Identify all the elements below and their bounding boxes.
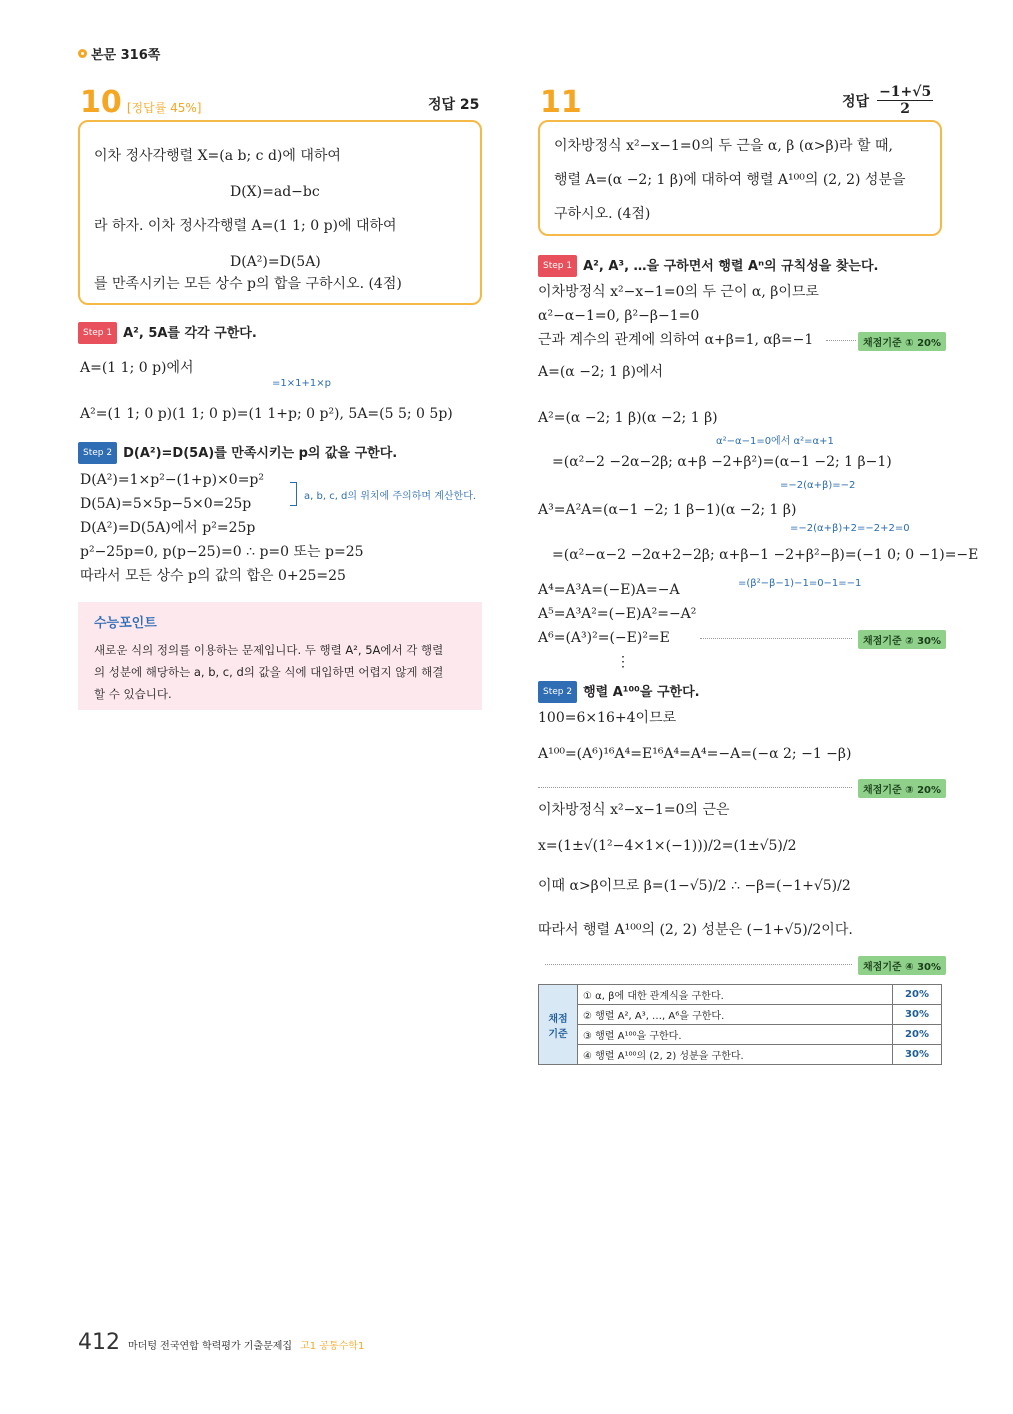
tip-line: 할 수 있습니다. bbox=[94, 687, 172, 701]
grade-badge: 채점기준 ③ 20% bbox=[858, 779, 946, 798]
solution-line: 근과 계수의 관계에 의하여 α+β=1, αβ=−1 bbox=[538, 332, 814, 348]
step-title: D(A²)=D(5A)를 만족시키는 p의 값을 구한다. bbox=[123, 446, 398, 461]
step-badge: Step 1 bbox=[538, 255, 577, 277]
criteria-percent: 20% bbox=[893, 1025, 942, 1045]
problem-line: 라 하자. 이차 정사각행렬 A=(1 1; 0 p)에 대하여 bbox=[94, 218, 397, 234]
question-number: 11 bbox=[540, 85, 582, 120]
page-reference bbox=[78, 44, 160, 63]
denominator: 2 bbox=[900, 101, 911, 117]
q11-answer bbox=[842, 84, 933, 117]
q10-heading bbox=[80, 85, 201, 120]
tip-line: 새로운 식의 정의를 이용하는 문제입니다. 두 행렬 A², 5A에서 각 행렬 bbox=[94, 643, 444, 657]
q11-step2-heading bbox=[538, 681, 700, 703]
leader-line bbox=[700, 638, 852, 639]
solution-line: A¹⁰⁰=(A⁶)¹⁶A⁴=E¹⁶A⁴=A⁴=−A=(−α 2; −1 −β) bbox=[538, 746, 852, 762]
criteria-text: ③ 행렬 A¹⁰⁰을 구한다. bbox=[578, 1025, 893, 1045]
annotation: a, b, c, d의 위치에 주의하며 계산한다. bbox=[304, 491, 477, 502]
grade-badge: 채점기준 ④ 30% bbox=[858, 956, 946, 975]
page-number: 412 bbox=[78, 1330, 120, 1355]
solution-line: 100=6×16+4이므로 bbox=[538, 710, 677, 726]
solution-line: A=(α −2; 1 β)에서 bbox=[538, 364, 663, 380]
solution-line: 이때 α>β이므로 β=(1−√5)/2 ∴ −β=(−1+√5)/2 bbox=[538, 878, 851, 894]
step-title: 행렬 A¹⁰⁰을 구한다. bbox=[583, 685, 700, 700]
solution-line: A²=(α −2; 1 β)(α −2; 1 β) bbox=[538, 410, 718, 426]
annotation: =1×1+1×p bbox=[272, 378, 331, 389]
q10-step2-heading bbox=[78, 442, 397, 464]
problem-line: D(A²)=D(5A) bbox=[230, 254, 321, 270]
problem-line: 를 만족시키는 모든 상수 p의 합을 구하시오. (4점) bbox=[94, 276, 402, 292]
criteria-percent: 30% bbox=[893, 1005, 942, 1025]
bracket bbox=[290, 482, 297, 506]
criteria-text: ① α, β에 대한 관계식을 구한다. bbox=[578, 985, 893, 1005]
solution-line: D(A²)=D(5A)에서 p²=25p bbox=[80, 520, 256, 536]
solution-line: A=(1 1; 0 p)에서 bbox=[80, 360, 194, 376]
table-row bbox=[539, 1005, 942, 1025]
solution-line: A³=A²A=(α−1 −2; 1 β−1)(α −2; 1 β) bbox=[538, 502, 797, 518]
solution-line: 이차방정식 x²−x−1=0의 근은 bbox=[538, 802, 730, 818]
problem-line: 이차방정식 x²−x−1=0의 두 근을 α, β (α>β)라 할 때, bbox=[554, 138, 893, 154]
correct-rate: [정답률 45%] bbox=[126, 101, 202, 115]
step-badge: Step 2 bbox=[78, 442, 117, 464]
grading-criteria-table bbox=[538, 984, 942, 1065]
solution-line: p²−25p=0, p(p−25)=0 ∴ p=0 또는 p=25 bbox=[80, 544, 364, 560]
tip-box bbox=[78, 602, 482, 710]
criteria-text: ④ 행렬 A¹⁰⁰의 (2, 2) 성분을 구한다. bbox=[578, 1045, 893, 1065]
solution-line: A²=(1 1; 0 p)(1 1; 0 p)=(1 1+p; 0 p²), 5A=(5 5; 0 5p) bbox=[80, 406, 453, 422]
annotation: =−2(α+β)=−2 bbox=[780, 480, 856, 491]
question-number: 10 bbox=[80, 85, 122, 120]
answer-fraction bbox=[877, 84, 933, 117]
step-title: A², 5A를 각각 구한다. bbox=[123, 326, 257, 341]
solution-line: D(5A)=5×5p−5×0=25p bbox=[80, 496, 252, 512]
solution-line: 따라서 행렬 A¹⁰⁰의 (2, 2) 성분은 (−1+√5)/2이다. bbox=[538, 922, 853, 938]
reference-text: 본문 316쪽 bbox=[91, 48, 161, 63]
solution-line: D(A²)=1×p²−(1+p)×0=p² bbox=[80, 472, 265, 488]
leader-line bbox=[538, 787, 852, 788]
page-footer bbox=[78, 1330, 364, 1355]
solution-line: α²−α−1=0, β²−β−1=0 bbox=[538, 308, 700, 324]
q11-step1-heading bbox=[538, 255, 878, 277]
step-title: A², A³, …을 구하면서 행렬 Aⁿ의 규칙성을 찾는다. bbox=[583, 259, 879, 274]
problem-line: 이차 정사각행렬 X=(a b; c d)에 대하여 bbox=[94, 148, 341, 164]
solution-line: A⁶=(A³)²=(−E)²=E bbox=[538, 630, 670, 646]
q10-step1-heading bbox=[78, 322, 257, 344]
table-row bbox=[539, 1025, 942, 1045]
circle-icon bbox=[78, 49, 87, 58]
table-row bbox=[539, 1045, 942, 1065]
q10-problem-box bbox=[78, 120, 482, 305]
problem-line: 구하시오. (4점) bbox=[554, 206, 651, 222]
numerator: −1+√5 bbox=[879, 84, 932, 100]
annotation: =(β²−β−1)−1=0−1=−1 bbox=[738, 578, 862, 589]
annotation: α²−α−1=0에서 α²=α+1 bbox=[716, 436, 834, 447]
criteria-percent: 20% bbox=[893, 985, 942, 1005]
q11-problem-box bbox=[538, 120, 942, 236]
grade-badge: 채점기준 ① 20% bbox=[858, 332, 946, 351]
subject-label: 고1 공통수학1 bbox=[300, 1341, 365, 1352]
step-badge: Step 2 bbox=[538, 681, 577, 703]
leader-line bbox=[826, 340, 856, 341]
step-badge: Step 1 bbox=[78, 322, 117, 344]
solution-line: 따라서 모든 상수 p의 값의 합은 0+25=25 bbox=[80, 568, 346, 584]
criteria-percent: 30% bbox=[893, 1045, 942, 1065]
problem-line: 행렬 A=(α −2; 1 β)에 대하여 행렬 A¹⁰⁰의 (2, 2) 성분을 bbox=[554, 172, 906, 188]
leader-line bbox=[545, 964, 852, 965]
q10-answer: 정답 25 bbox=[428, 97, 480, 113]
solution-line: =(α²−α−2 −2α+2−2β; α+β−1 −2+β²−β)=(−1 0; 0 −1)=−E bbox=[552, 547, 979, 563]
tip-line: 의 성분에 해당하는 a, b, c, d의 값을 식에 대입하면 어렵지 않게 해결 bbox=[94, 665, 444, 679]
solution-line: A⁵=A³A²=(−E)A²=−A² bbox=[538, 606, 697, 622]
criteria-text: ② 행렬 A², A³, …, A⁶을 구한다. bbox=[578, 1005, 893, 1025]
solution-line: A⁴=A³A=(−E)A=−A bbox=[538, 582, 680, 598]
solution-line: 이차방정식 x²−x−1=0의 두 근이 α, β이므로 bbox=[538, 284, 819, 300]
solution-line: ⋮ bbox=[616, 654, 630, 670]
book-title: 마더텅 전국연합 학력평가 기출문제집 bbox=[128, 1341, 293, 1352]
problem-line: D(X)=ad−bc bbox=[230, 184, 320, 200]
table-row bbox=[539, 985, 942, 1005]
annotation: =−2(α+β)+2=−2+2=0 bbox=[790, 523, 910, 534]
tip-title: 수능포인트 bbox=[94, 616, 157, 631]
grade-badge: 채점기준 ② 30% bbox=[858, 630, 946, 649]
solution-line: =(α²−2 −2α−2β; α+β −2+β²)=(α−1 −2; 1 β−1) bbox=[552, 454, 892, 470]
solution-line: x=(1±√(1²−4×1×(−1)))/2=(1±√5)/2 bbox=[538, 838, 797, 854]
answer-label: 정답 bbox=[842, 93, 870, 110]
criteria-label: 채점 기준 bbox=[539, 985, 578, 1065]
